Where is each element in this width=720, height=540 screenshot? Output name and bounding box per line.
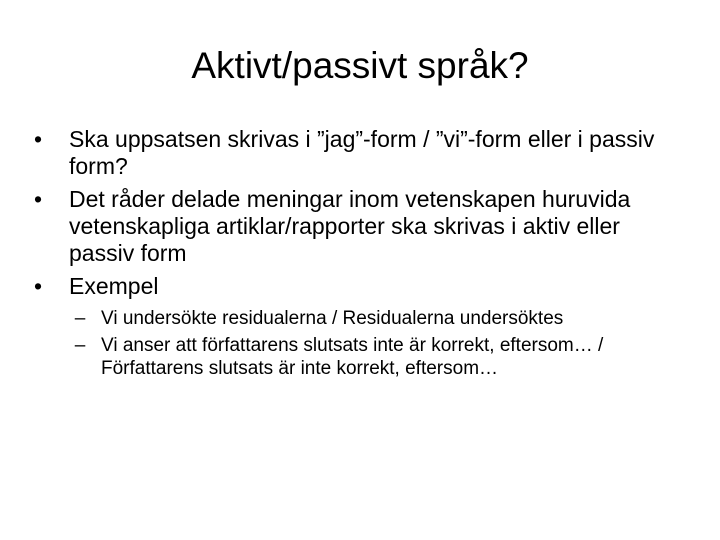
sub-bullet-marker: – <box>74 308 86 329</box>
sub-bullet-item <box>69 307 688 330</box>
bullet-item <box>28 186 688 267</box>
slide-body <box>28 126 688 386</box>
bullet-marker: • <box>33 273 43 299</box>
sub-bullet-item <box>69 334 688 380</box>
bullet-text: Exempel <box>69 273 159 299</box>
bullet-item <box>28 126 688 180</box>
bullet-marker: • <box>33 126 43 152</box>
bullet-marker: • <box>33 186 43 212</box>
bullet-text: Det råder delade meningar inom vetenskapen huruvida vetenskapliga artiklar/rapporter ska skrivas i aktiv eller passiv form <box>69 186 631 266</box>
slide-title: Aktivt/passivt språk? <box>191 45 529 86</box>
sub-bullet-text: Vi anser att författarens slutsats inte är korrekt, eftersom… / Författarens slutsats är inte korrekt, eftersom… <box>101 335 604 379</box>
sub-bullet-text: Vi undersökte residualerna / Residualerna undersöktes <box>101 308 564 329</box>
bullet-item <box>28 273 688 380</box>
sub-bullet-marker: – <box>74 335 86 356</box>
bullet-text: Ska uppsatsen skrivas i ”jag”-form / ”vi”-form eller i passiv form? <box>69 126 655 179</box>
sub-bullet-list <box>69 307 688 380</box>
